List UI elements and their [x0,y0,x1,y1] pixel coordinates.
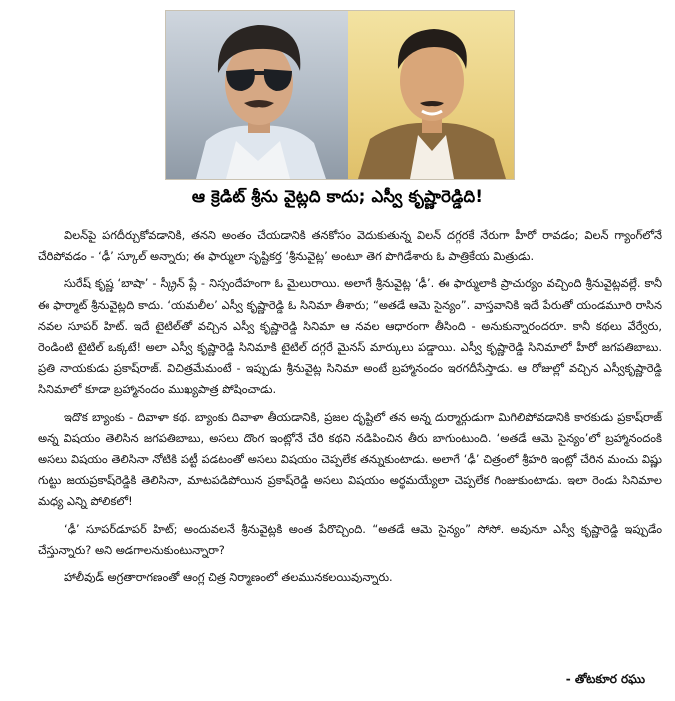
article-paragraph: ‘ఢీ’ సూపర్‌డూపర్ హిట్; అందువలనే శ్రీనువైట్లకి అంత పేరొచ్చింది. “అతడే ఆమె సైన్యం” సోసో. అవునూ ఎస్వీ కృష్ణారెడ్డి ఇప్పుడేం చేస్తున్నారు? అని అడగాలనుకుంటున్నారా? [38,521,662,557]
article-body [38,225,662,594]
article-paragraph: విలన్‌పై పగదీర్చుకోవడానికి, తనని అంతం చేయడానికి తనకోసం వెదుకుతున్న విలన్ దగ్గరకే నేరుగా హీరో రావడం; విలన్ గ్యాంగ్‌లోనే చేరిపోవడం - ‘ఢీ’ స్కూల్ అన్నారు; ఈ ఫార్ములా సృష్టికర్త ‘శ్రీనువైట్ల’ అంటూ తెగ పొగిడేశారు ఓ పాత్రికేయ మిత్రుడు. [38,228,662,264]
sreenu-vaitla-photo [166,11,348,179]
article-paragraph: హాలీవుడ్ అగ్రతారాగణంతో ఆంగ్ల చిత్ర నిర్మాణంలో తలమునకలయివున్నారు. [64,570,393,585]
article-paragraph: సురేష్ కృష్ణ ‘బాషా’ - స్క్రీన్ ప్లే - నిస్సందేహంగా ఓ మైలురాయి. అలాగే శ్రీనువైట్ల ‘ఢీ’. ఈ ఫార్ములాకి ప్రాచుర్యం వచ్చింది శ్రీనువైట్లవల్లే. కానీ ఈ ఫార్మాట్ శ్రీనువైట్లది కాదు. ‘యమలీల’ ఎస్వీ కృష్ణారెడ్డి ఓ సినిమా తీశారు; “అతడే ఆమె సైన్యం”. వాస్తవానికి ఇదే పేరుతో యండమూరి రాసిన నవల సూపర్ హిట్. ఇదే టైటిల్‌తో వచ్చిన ఎస్వీ కృష్ణారెడ్డి సినిమా ఆ నవల ఆధారంగా తీసింది - అనుకున్నారందరూ. కానీ కథలు వేర్వేరు, రెండింటి టైటిల్ ఒక్కటే! అలా ఎస్వీ కృష్ణారెడ్డి సినిమాకి టైటిల్ దగ్గరే మైనస్ మార్కులు పడ్డాయి. ఎస్వీ కృష్ణారెడ్డి సినిమాలో హీరో జగపతిబాబు. ప్రతి నాయకుడు ప్రకాష్‌రాజ్. విచిత్రమేమంటే - ఇప్పుడు శ్రీనువైట్ల సినిమా అంటే బ్రహ్మానందం ఇరగదీసేస్తాడు. ఆ రోజుల్లో వచ్చిన ఎస్వీకృష్ణారెడ్డి సినిమాలో కూడా బ్రహ్మానందం ముఖ్యపాత్ర పోషించాడు. [38,276,662,397]
article-headline: ఆ క్రెడిట్ శ్రీను వైట్లది కాదు; ఎస్వీ కృష్ణారెడ్డిది! [191,187,484,206]
esvee-krishna-reddy-photo [348,11,514,179]
article-paragraph: ఇదొక బ్యాంకు - దివాళా కథ. బ్యాంకు దివాళా తీయడానికి, ప్రజల దృష్టిలో తన అన్న దుర్మార్గుడుగా మిగిలిపోవడానికి కారకుడు ప్రకాష్‌రాజ్ అన్న విషయం తెలిసిన జగపతిబాబు, అసలు దొంగ ఇంట్లోనే చేరి కథని నడిపించిన తీరు బాగుంటుంది. ‘అతడే ఆమె సైన్యం’లో బ్రహ్మానందంకి అసలు విషయం తెలిసినా నోటికి పట్టీ పడటంతో అసలు విషయం చెప్పలేక తన్నుకుంటాడు. అలాగే ‘ఢీ’ చిత్రంలో శ్రీహరి ఇంట్లో చేరిన మంచు విష్ణు గుట్టు జయప్రకాష్‌రెడ్డికి తెలిసినా, మాటపడిపోయిన ప్రకాష్‌రెడ్డి అసలు విషయం అర్థమయ్యేలా చెప్పలేక గింజుకుంటాడు. ఇలా రెండు సినిమాల మధ్య ఎన్ని పోలికలో! [38,409,662,509]
header-photo [165,10,515,180]
author-byline: - తోటకూర రఘు [565,672,645,686]
